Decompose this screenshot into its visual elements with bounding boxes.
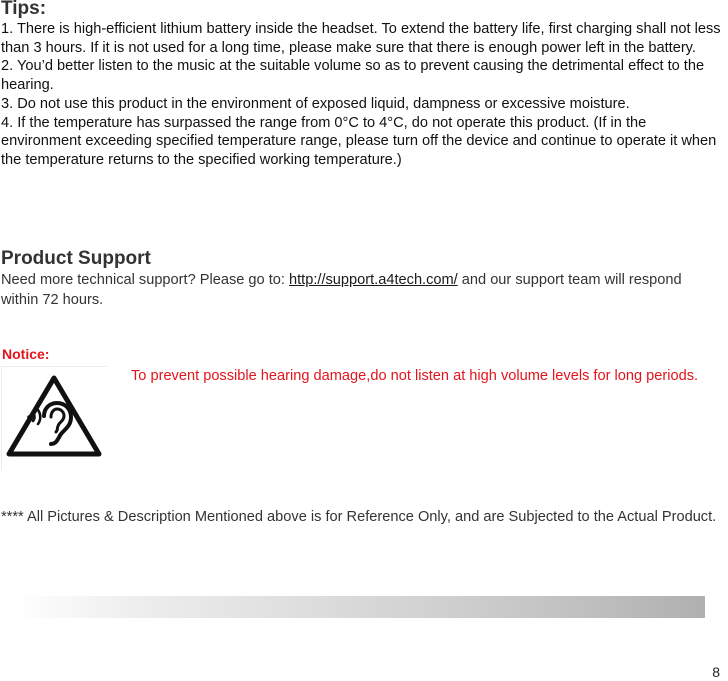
tip-item-1: 1. There is high-efficient lithium battery inside the headset. To extend the battery life, first charging shall not less than 3 hours. If it is not used for a long time, please make sure that there is enough power left in the battery. bbox=[1, 21, 721, 56]
page-number: 8 bbox=[712, 664, 720, 680]
hearing-warning-icon bbox=[1, 366, 107, 470]
product-support-text bbox=[1, 271, 721, 310]
tips-list bbox=[1, 20, 721, 170]
tip-item-2: 2. You’d better listen to the music at the suitable volume so as to prevent causing the detrimental effect to the hearing. bbox=[1, 58, 705, 94]
support-text-after: and our support team will respond within 72 hours. bbox=[1, 272, 682, 308]
footer-gradient-bar bbox=[12, 596, 705, 618]
notice-text: To prevent possible hearing damage,do not listen at high volume levels for long periods. bbox=[131, 368, 699, 384]
tips-title: Tips: bbox=[1, 0, 47, 19]
support-text-before: Need more technical support? Please go to: bbox=[1, 272, 289, 288]
tip-item-4: 4. If the temperature has surpassed the range from 0°C to 4°C, do not operate this product. (If in the environment exceeding specified temperature range, please turn off the device and continue to operate it when the temperature returns to the specified working temperature.) bbox=[1, 114, 717, 168]
product-support-title: Product Support bbox=[1, 248, 151, 269]
tip-item-3: 3. Do not use this product in the environment of exposed liquid, dampness or excessive moisture. bbox=[1, 95, 630, 112]
support-link[interactable]: http://support.a4tech.com/ bbox=[289, 272, 458, 288]
disclaimer: **** All Pictures & Description Mentioned above is for Reference Only, and are Subjected to the Actual Product. bbox=[1, 509, 717, 525]
notice-title: Notice: bbox=[2, 346, 50, 362]
